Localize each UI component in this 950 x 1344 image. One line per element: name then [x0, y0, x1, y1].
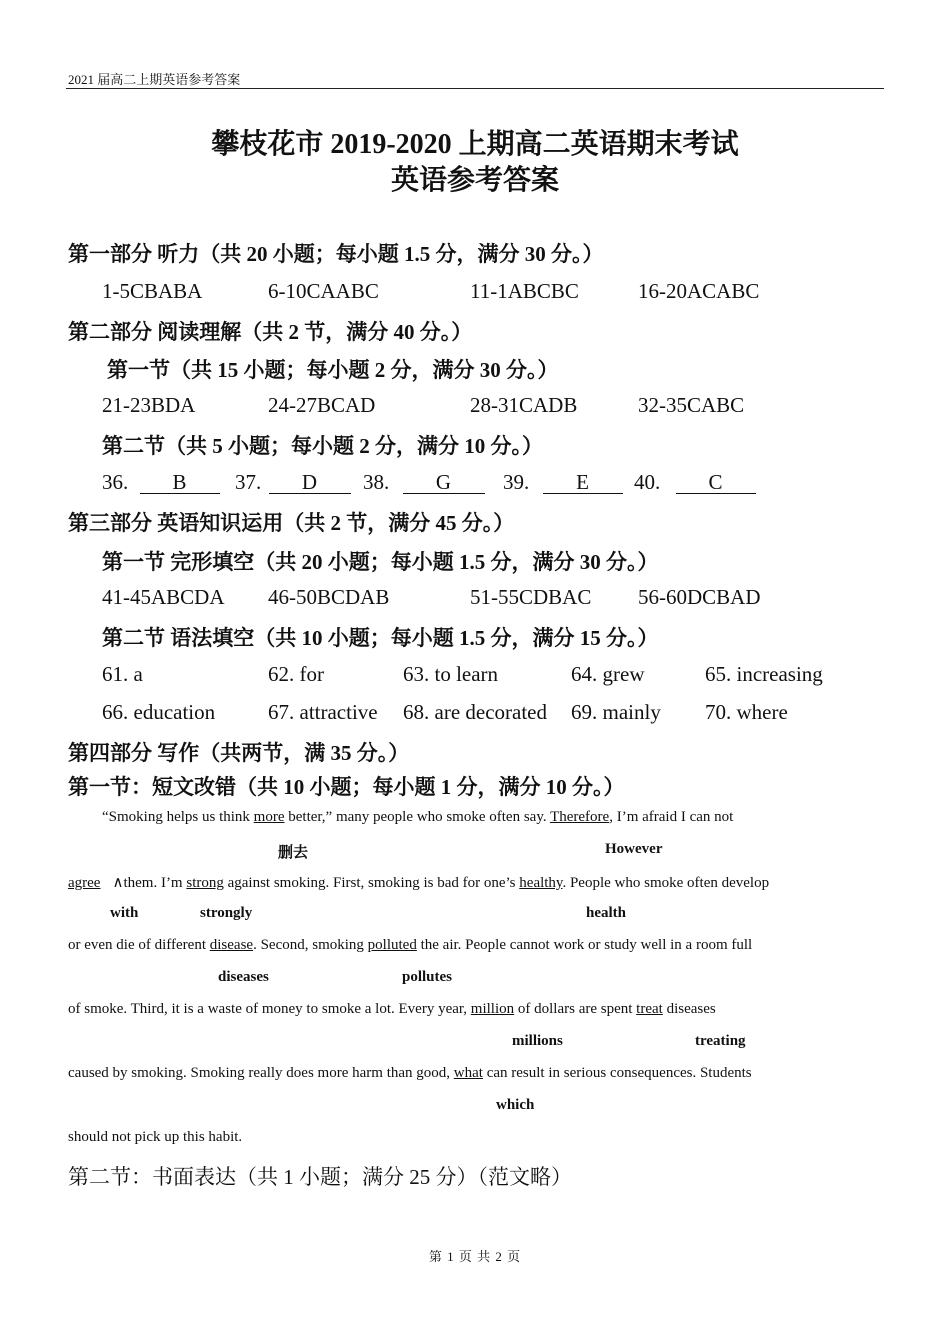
passage-line: agree ∧them. I’m strong against smoking. First, smoking is bad for one’s healthy. People who smoke often develop: [68, 875, 770, 891]
grammar-answer: 63. to learn: [403, 662, 499, 686]
answer-blank: B: [140, 471, 220, 494]
correction: 删去: [278, 845, 309, 861]
answer-group: 28-31CADB: [470, 393, 578, 417]
answer-group: 56-60DCBAD: [638, 585, 761, 609]
answer-group: 1-5CBABA: [102, 279, 203, 303]
fill-item: 38. G: [363, 470, 485, 495]
part3-heading: 第三部分 英语知识运用（共 2 节，满分 45 分。）: [68, 511, 515, 535]
fill-item: 39. E: [503, 470, 623, 495]
answer-blank: E: [543, 471, 623, 494]
error-word: strong: [186, 875, 224, 891]
answer-blank: G: [403, 471, 485, 494]
answer-group: 24-27BCAD: [268, 393, 376, 417]
part2-section2-heading: 第二节（共 5 小题；每小题 2 分，满分 10 分。）: [102, 434, 543, 458]
grammar-answer: 61. a: [102, 662, 143, 686]
correction: diseases: [218, 969, 269, 985]
fill-item: 37. D: [235, 470, 351, 495]
passage-line: of smoke. Third, it is a waste of money to smoke a lot. Every year, million of dollars are spent treat diseases: [68, 1001, 716, 1017]
error-word: agree: [68, 875, 101, 891]
error-word: polluted: [367, 937, 417, 953]
fill-item: 36. B: [102, 470, 220, 495]
error-word: disease: [209, 937, 254, 953]
error-word: treat: [636, 1001, 663, 1017]
fill-item: 40. C: [634, 470, 756, 495]
answer-blank: D: [269, 471, 351, 494]
answer-group: 41-45ABCDA: [102, 585, 225, 609]
correction: treating: [695, 1033, 746, 1049]
answer-group: 46-50BCDAB: [268, 585, 390, 609]
insert-caret: ∧: [112, 875, 124, 891]
correction: health: [586, 905, 627, 921]
document-subtitle: 英语参考答案: [390, 165, 559, 196]
error-word: more: [253, 809, 285, 825]
grammar-answer: 70. where: [705, 700, 788, 724]
answer-group: 51-55CDBAC: [470, 585, 592, 609]
passage-line: caused by smoking. Smoking really does more harm than good, what can result in serious consequences. Students: [68, 1065, 752, 1081]
answer-group: 32-35CABC: [638, 393, 745, 417]
grammar-answer: 65. increasing: [705, 662, 823, 686]
grammar-answer: 67. attractive: [268, 700, 378, 724]
answer-group: 11-1ABCBC: [470, 279, 579, 303]
passage-line: “Smoking helps us think more better,” many people who smoke often say. Therefore, I’m afraid I can not: [102, 809, 734, 825]
answer-group: 21-23BDA: [102, 393, 196, 417]
part4-section1-heading: 第一节：短文改错（共 10 小题；每小题 1 分，满分 10 分。）: [68, 775, 625, 799]
correction: pollutes: [402, 969, 453, 985]
document-title: 攀枝花市 2019-2020 上期高二英语期末考试: [211, 129, 739, 160]
answer-blank: C: [676, 471, 756, 494]
part4-heading: 第四部分 写作（共两节，满 35 分。）: [68, 741, 410, 765]
part1-heading: 第一部分 听力（共 20 小题；每小题 1.5 分，满分 30 分。）: [68, 242, 604, 266]
correction: with: [110, 905, 139, 921]
error-word: what: [453, 1065, 483, 1081]
correction: strongly: [200, 905, 253, 921]
grammar-answer: 64. grew: [571, 662, 645, 686]
part4-section2-heading: 第二节：书面表达（共 1 小题；满分 25 分）（范文略）: [68, 1165, 572, 1189]
page-header: 2021 届高二上期英语参考答案: [68, 72, 241, 87]
page-number: 第 1 页 共 2 页: [428, 1249, 522, 1264]
grammar-answer: 62. for: [268, 662, 324, 686]
answer-group: 16-20ACABC: [638, 279, 760, 303]
part2-section1-heading: 第一节（共 15 小题；每小题 2 分，满分 30 分。）: [107, 358, 559, 382]
grammar-answer: 69. mainly: [571, 700, 661, 724]
part2-heading: 第二部分 阅读理解（共 2 节，满分 40 分。）: [68, 320, 473, 344]
header-rule: [66, 88, 884, 89]
part3-section1-heading: 第一节 完形填空（共 20 小题；每小题 1.5 分，满分 30 分。）: [102, 550, 659, 574]
part3-section2-heading: 第二节 语法填空（共 10 小题；每小题 1.5 分，满分 15 分。）: [102, 626, 659, 650]
correction: However: [605, 841, 663, 857]
answer-group: 6-10CAABC: [268, 279, 379, 303]
grammar-answer: 66. education: [102, 700, 216, 724]
grammar-answer: 68. are decorated: [403, 700, 547, 724]
passage-line: should not pick up this habit.: [68, 1129, 243, 1145]
correction: which: [496, 1097, 535, 1113]
error-word: healthy: [519, 875, 563, 891]
passage-line: or even die of different disease. Second, smoking polluted the air. People cannot work or study well in a room full: [68, 937, 753, 953]
error-word: million: [470, 1001, 515, 1017]
error-word: Therefore: [550, 809, 610, 825]
correction: millions: [512, 1033, 563, 1049]
